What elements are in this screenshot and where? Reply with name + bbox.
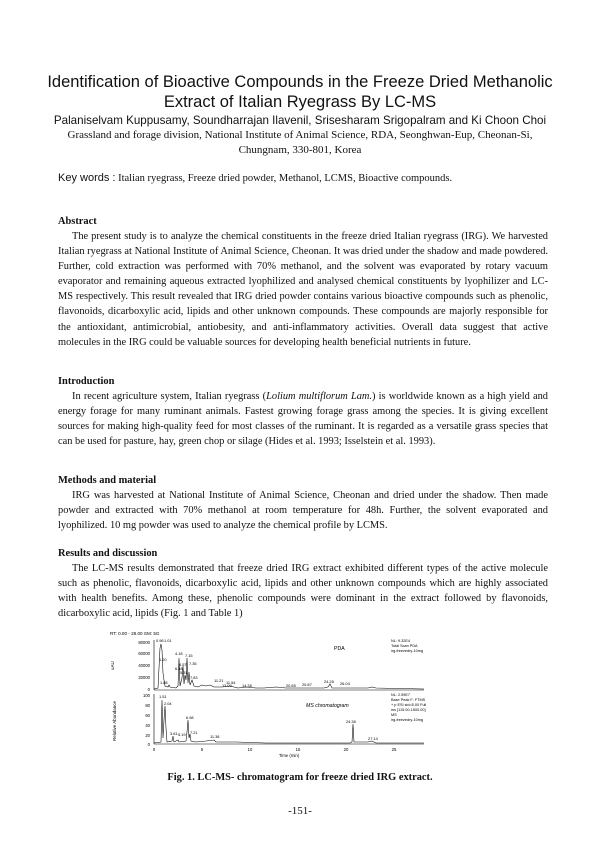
ms-peak-label: 27.14	[368, 736, 378, 741]
pda-peak-label: 20.87	[302, 682, 312, 687]
ms-peak-label: 11.38	[210, 734, 220, 739]
abstract-section	[58, 214, 548, 350]
affiliation	[40, 128, 560, 157]
pda-y-tick: 60000	[138, 651, 150, 656]
x-tick: 25	[391, 747, 397, 752]
x-tick: 10	[247, 747, 253, 752]
ms-peak-label: 1.51	[159, 694, 167, 699]
figure-header: RT: 0.00 - 28.00 SM: 5G	[110, 631, 160, 636]
affiliation-line-2: Chungnam, 330-801, Korea	[238, 143, 362, 156]
x-axis-label: Time (min)	[278, 753, 300, 758]
x-tick: 0	[152, 747, 156, 752]
abstract-heading: Abstract	[58, 216, 97, 227]
page-number: -151-	[288, 805, 312, 817]
pda-y-tick: 0	[147, 687, 150, 692]
pda-peak-label: 1.88	[160, 680, 168, 685]
keywords	[58, 171, 558, 186]
pda-peak-label: 14.38	[242, 683, 252, 688]
title-line-2: Extract of Italian Ryegrass By LC-MS	[163, 93, 437, 111]
pda-peak-label: 7.83	[190, 675, 198, 680]
ms-peak-label: 7.21	[190, 730, 198, 735]
ms-y-tick: 40	[145, 723, 150, 728]
introduction-heading: Introduction	[58, 376, 115, 387]
methods-section	[58, 473, 548, 533]
pda-y-label: uAU	[110, 661, 115, 670]
pda-panel-label: PDA	[334, 646, 345, 652]
introduction-section	[58, 374, 548, 449]
affiliation-line-1: Grassland and forage division, National Institute of Animal Science, RDA, Seonghwan-Eup, Cheonan-Si,	[67, 129, 533, 141]
results-section	[58, 546, 548, 621]
ms-y-tick: 0	[147, 742, 150, 747]
pda-info-line: Total Scan PDA	[391, 644, 418, 648]
pda-peak-label: 26.04	[340, 681, 350, 686]
x-tick: 15	[295, 747, 301, 752]
pda-peak-label: 1.01	[164, 638, 172, 643]
ms-info-line: irg-freezedry-10mg	[391, 718, 424, 722]
ms-peak-labels	[159, 694, 379, 741]
x-tick: 5	[200, 747, 204, 752]
pda-peak-label: 4.57	[179, 662, 187, 667]
pda-peak-label: 13.00	[222, 683, 232, 688]
methods-heading: Methods and material	[58, 475, 157, 486]
ms-info-line: MS	[391, 713, 397, 717]
paper-title	[40, 72, 560, 112]
ms-peak-label: 3.61	[170, 731, 178, 736]
x-tick: 20	[343, 747, 349, 752]
ms-y-tick: 80	[145, 703, 150, 708]
pda-peak-label: 20.65	[286, 683, 296, 688]
ms-peak-label: 2.04	[164, 701, 172, 706]
ms-info-line: ms [115.00-1500.00]	[391, 708, 426, 712]
ms-peak-label: 6.98	[186, 715, 194, 720]
chromatogram-figure	[106, 628, 446, 768]
pda-peak-label: 7.35	[189, 661, 197, 666]
pda-peak-label: 7.15	[185, 653, 193, 658]
ms-info-line: + p ESI sid=5.00 Full	[391, 703, 427, 707]
pda-peak-label: 24.28	[324, 679, 334, 684]
pda-peak-label: 5.31	[180, 670, 188, 675]
ms-info-box	[391, 693, 426, 722]
methods-text: IRG was harvested at National Institute of Animal Science, Cheonan and dried under the shadow. Then made powder and extracted with 70% methanol at room temperature for 48h. Further, the solvent evaporated and lyophilized. 10 mg powder was used to analyze the chemical profile by LCMS.	[58, 490, 548, 532]
intro-text-part-a: In recent agriculture system, Italian ryegrass (	[72, 391, 267, 402]
species-name: Lolium multiflorum Lam.	[266, 391, 373, 402]
pda-y-tick: 40000	[138, 663, 150, 668]
pda-y-tick: 20000	[138, 675, 150, 680]
pda-info-box	[391, 639, 423, 653]
title-line-1: Identification of Bioactive Compounds in the Freeze Dried Methanolic	[47, 73, 553, 91]
pda-info-line: NL: 9.32E4	[391, 639, 410, 643]
ms-y-ticks	[143, 693, 151, 747]
pda-info-line: irg-freezedry-10mg	[391, 649, 424, 653]
ms-peak-label: 24.38	[346, 719, 356, 724]
ms-peak-label: 5.19	[178, 732, 186, 737]
x-axis-ticks	[153, 747, 397, 752]
pda-y-tick: 80000	[138, 640, 150, 645]
pda-peak-label: 11.54	[226, 680, 236, 685]
ms-y-tick: 20	[145, 733, 150, 738]
pda-peak-label: 1.20	[159, 657, 167, 662]
pda-peak-label: 0.96	[156, 638, 164, 643]
pda-peak-labels	[156, 638, 351, 688]
author-list: Palaniselvam Kuppusamy, Soundharrajan Ilavenil, Srisesharam Srigopalram and Ki Choon Choi	[53, 114, 547, 127]
intro-text-part-b: ) is worldwide known as a high yield and energy forage for many ruminant animals. Fastest growing forage grass among the species. It is giving excellent sources for making high-quality feed for most classes of the ruminant. It is regarded as a versatile grass species that can be used for pasture, hay, green chop or silage (Hides et al. 1993; Isselstein et al. 1993).	[58, 391, 548, 448]
figure-caption: Fig. 1. LC-MS- chromatogram for freeze dried IRG extract.	[167, 772, 433, 783]
pda-peak-label: 11.21	[214, 678, 224, 683]
ms-info-line: Base Peak F: FTMS	[391, 698, 426, 702]
ms-panel-label: MS chromatogram	[306, 703, 349, 709]
keywords-text: Italian ryegrass, Freeze dried powder, Methanol, LCMS, Bioactive compounds.	[115, 173, 453, 184]
ms-y-label: Relative Abundance	[112, 700, 117, 741]
pda-peak-label: 4.18	[175, 651, 183, 656]
abstract-text: The present study is to analyze the chemical constituents in the freeze dried Italian ryegrass (IRG). We harvested Italian ryegrass at National Institute of Animal Science, Cheonan. It was dried under the shadow and made powdered. Further, cold extraction was performed with 70% methanol, and the solvent was evaporated by rotary vacuum evaporator and remaining aqueous extracted lyophilized and analysed chemical constituents by lyophilizer and LC-MS respectively. This result revealed that IRG dried powder contains various bioactive compounds such as phenolic, flavonoids, dicarboxylic acid, lipids and other unknown compounds. These compounds are majorly responsible for the antioxidant, antimicrobial, antiobesity, and anti-inflammatory activities. Overall data suggest that active molecules in the IRG could be valuable sources for developing health beneficial nutrients in future.	[58, 231, 548, 348]
results-heading: Results and discussion	[58, 548, 158, 559]
keywords-label: Key words :	[58, 172, 116, 184]
ms-y-tick: 100	[143, 693, 150, 698]
introduction-text	[58, 389, 548, 449]
ms-y-tick: 60	[145, 713, 150, 718]
results-text: The LC-MS results demonstrated that freeze dried IRG extract exhibited different types of the active molecule such as phenolic, flavonoids, dicarboxylic acid, lipids and other unknown compounds which are highly associated with health benefits. Among these, phenolic compounds were dominant in the extract followed by flavonoids, dicarboxylic acid, lipids (Fig. 1 and Table 1)	[58, 563, 548, 620]
pda-peak-label: 6.48	[175, 666, 183, 671]
ms-info-line: NL: 2.59E7	[391, 693, 410, 697]
pda-y-ticks	[138, 640, 150, 692]
